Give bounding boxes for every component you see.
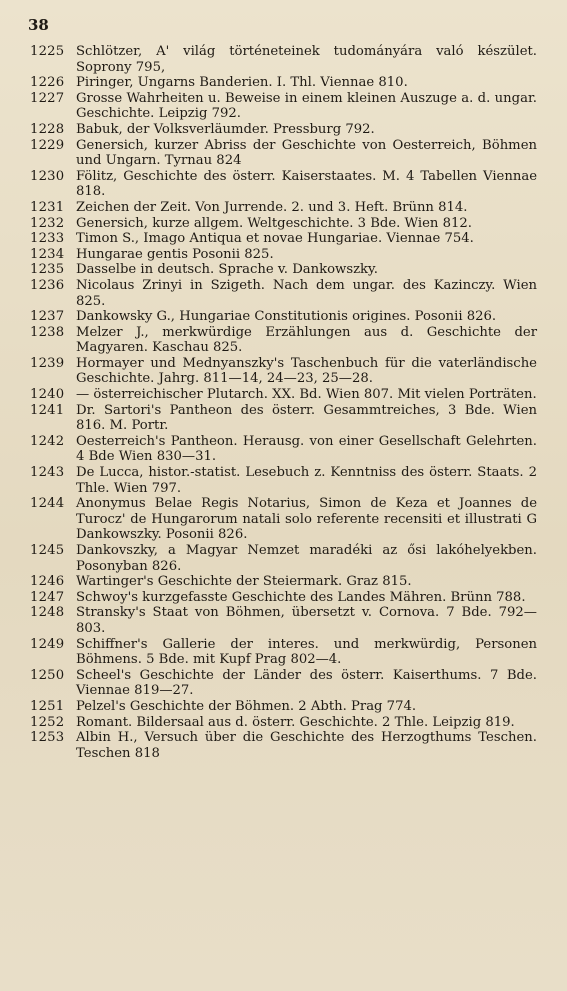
entry-number: 1225 <box>30 44 65 59</box>
entry-number: 1240 <box>30 387 65 403</box>
catalog-entry <box>18 434 537 465</box>
entry-number: 1239 <box>30 355 65 371</box>
entry-text: — österreichischer Plutarch. XX. Bd. Wien 807. Mit vielen Porträten. <box>76 387 537 403</box>
entry-number: 1241 <box>30 402 65 418</box>
entry-number: 1247 <box>30 589 65 605</box>
entry-text: Hormayer und Mednyanszky's Taschenbuch für die vaterländische Geschichte. Jahrg. 811—14, 24—23, 25—28. <box>76 355 537 387</box>
catalog-entry <box>18 231 537 247</box>
catalog-entry <box>18 138 537 169</box>
entry-text: De Lucca, histor.-statist. Lesebuch z. Kenntniss des österr. Staats. 2 Thle. Wien 797. <box>76 465 537 496</box>
entry-text: Schlötzer, A' világ történeteinek tudományára való készület. Soprony 795, <box>76 44 537 75</box>
entry-text: Schiffner's Gallerie der interes. und merkwürdig, Personen Böhmens. 5 Bde. mit Kupf Prag 802—4. <box>76 636 537 668</box>
entry-number: 1232 <box>30 215 65 231</box>
entry-number: 1234 <box>30 246 65 262</box>
entry-number: 1251 <box>30 698 65 714</box>
catalog-entry <box>18 637 537 668</box>
entry-text: Babuk, der Volksverläumder. Pressburg 792. <box>76 121 375 137</box>
catalog-entry <box>18 715 537 731</box>
entry-number: 1235 <box>30 262 65 278</box>
catalog-entry <box>18 465 537 496</box>
entry-number: 1231 <box>30 199 65 215</box>
catalog-entry <box>18 730 537 761</box>
entry-number: 1243 <box>30 465 65 481</box>
page-number: 38 <box>28 16 49 34</box>
catalog-entry <box>18 309 537 325</box>
entry-text: Schwoy's kurzgefasste Geschichte des Landes Mähren. Brünn 788. <box>76 589 526 605</box>
catalog-entry <box>18 262 537 278</box>
entry-text: Scheel's Geschichte der Länder des österr. Kaiserthums. 7 Bde. Viennae 819—27. <box>76 667 537 699</box>
entry-text: Zeichen der Zeit. Von Jurrende. 2. und 3. Heft. Brünn 814. <box>76 199 468 215</box>
entry-text: Dankovszky, a Magyar Nemzet maradéki az ősi lakóhelyekben. Posonyban 826. <box>76 543 537 574</box>
entry-number: 1236 <box>30 277 65 293</box>
entry-text: Romant. Bildersaal aus d. österr. Geschichte. 2 Thle. Leipzig 819. <box>76 714 515 730</box>
entry-text: Dr. Sartori's Pantheon des österr. Gesammtreiches, 3 Bde. Wien 816. M. Portr. <box>76 402 537 434</box>
entry-text: Stransky's Staat von Böhmen, übersetzt v. Cornova. 7 Bde. 792—803. <box>76 605 537 636</box>
entry-number: 1237 <box>30 309 65 325</box>
entry-text: Genersich, kurzer Abriss der Geschichte von Oesterreich, Böhmen und Ungarn. Tyrnau 824 <box>76 137 537 169</box>
entry-text: Genersich, kurze allgem. Weltgeschichte. 3 Bde. Wien 812. <box>76 215 472 231</box>
entry-number: 1248 <box>30 605 65 621</box>
entry-number: 1233 <box>30 231 65 247</box>
catalog-entry <box>18 216 537 232</box>
entry-number: 1242 <box>30 433 65 449</box>
catalog-entry <box>18 200 537 216</box>
catalog-entry <box>18 699 537 715</box>
entry-text: Fölitz, Geschichte des österr. Kaiserstaates. M. 4 Tabellen Viennae 818. <box>76 168 537 200</box>
entry-number: 1238 <box>30 324 65 340</box>
entry-text: Hungarae gentis Posonii 825. <box>76 246 274 262</box>
entry-number: 1246 <box>30 574 65 590</box>
entry-number: 1245 <box>30 543 65 558</box>
catalog-entry <box>18 605 537 636</box>
entry-text: Oesterreich's Pantheon. Herausg. von einer Gesellschaft Gelehrten. 4 Bde Wien 830—31. <box>76 433 537 465</box>
entry-number: 1226 <box>30 75 65 91</box>
entry-text: Dankowsky G., Hungariae Constitutionis origines. Posonii 826. <box>76 309 497 325</box>
entry-text: Nicolaus Zrinyi in Szigeth. Nach dem ungar. des Kazinczy. Wien 825. <box>76 277 537 309</box>
catalog-entry <box>18 590 537 606</box>
entry-text: Anonymus Belae Regis Notarius, Simon de Keza et Joannes de Turocz' de Hungarorum natali solo referente recensiti et illustrati G Dankowszky. Posonii 826. <box>76 496 537 543</box>
entry-number: 1228 <box>30 121 65 137</box>
entry-text: Grosse Wahrheiten u. Beweise in einem kleinen Auszuge a. d. ungar. Geschichte. Leipzig 792. <box>76 90 537 122</box>
entry-number: 1252 <box>30 714 65 730</box>
entry-number: 1230 <box>30 168 65 184</box>
catalog-entry <box>18 325 537 356</box>
catalog-entry <box>18 356 537 387</box>
entry-text: Melzer J., merkwürdige Erzählungen aus d. Geschichte der Magyaren. Kaschau 825. <box>76 324 537 356</box>
catalog-entry <box>18 668 537 699</box>
entry-text: Pelzel's Geschichte der Böhmen. 2 Abth. Prag 774. <box>76 698 417 714</box>
entry-text: Piringer, Ungarns Banderien. I. Thl. Viennae 810. <box>76 75 408 91</box>
catalog-entry <box>18 387 537 403</box>
catalog-entry <box>18 247 537 263</box>
catalog-entry <box>18 403 537 434</box>
entry-number: 1229 <box>30 137 65 153</box>
entry-text: Dasselbe in deutsch. Sprache v. Dankowszky. <box>76 262 378 278</box>
entry-number: 1249 <box>30 636 65 652</box>
entry-number: 1227 <box>30 90 65 106</box>
catalog-entry <box>18 278 537 309</box>
catalog-entry <box>18 496 537 543</box>
entry-number: 1244 <box>30 496 65 512</box>
catalog-entry <box>18 91 537 122</box>
catalog-entry <box>18 44 537 75</box>
entry-text: Wartinger's Geschichte der Steiermark. Graz 815. <box>76 574 412 590</box>
entry-list <box>18 44 537 761</box>
entry-text: Timon S., Imago Antiqua et novae Hungariae. Viennae 754. <box>76 231 474 247</box>
entry-number: 1250 <box>30 667 65 683</box>
catalog-entry <box>18 574 537 590</box>
catalog-entry <box>18 169 537 200</box>
catalog-entry <box>18 75 537 91</box>
catalog-entry <box>18 543 537 574</box>
entry-number: 1253 <box>30 730 65 746</box>
entry-text: Albin H., Versuch über die Geschichte des Herzogthums Teschen. Teschen 818 <box>76 730 537 761</box>
catalog-entry <box>18 122 537 138</box>
